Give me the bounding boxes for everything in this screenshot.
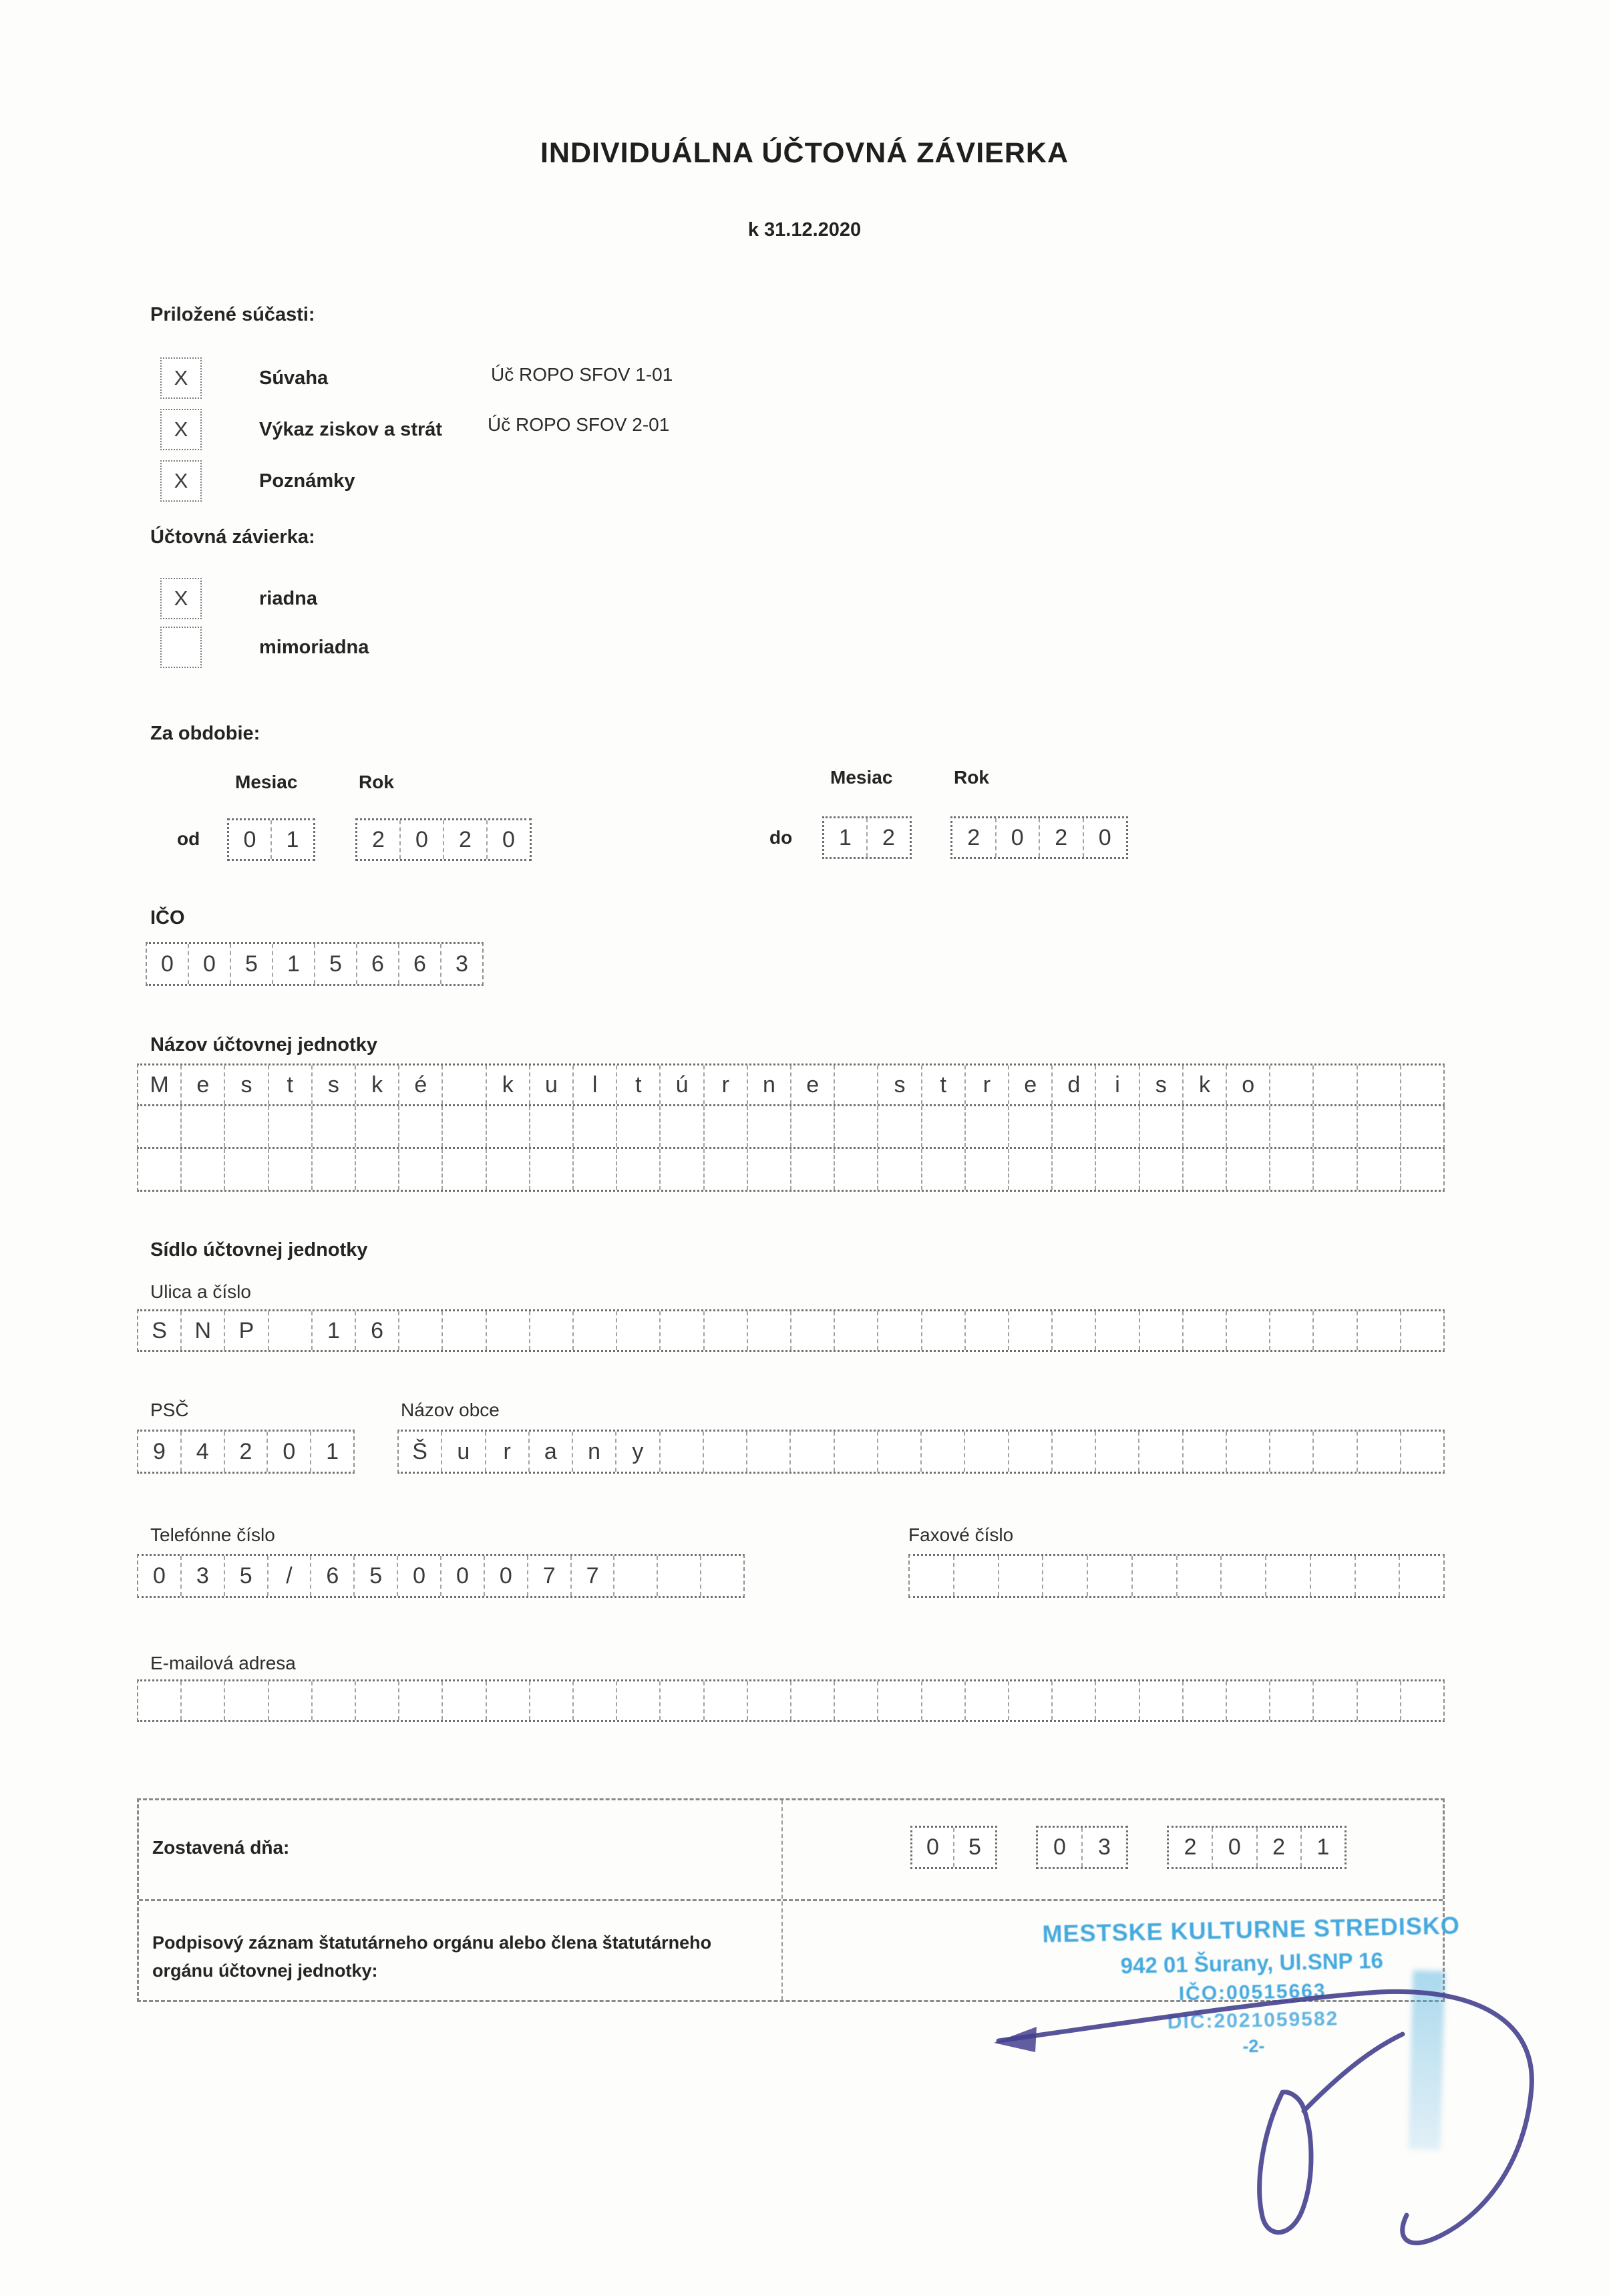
grid-cell bbox=[441, 1065, 485, 1104]
grid-cell bbox=[529, 1106, 572, 1147]
grid-cell: 0 bbox=[1212, 1828, 1256, 1867]
grid-cell bbox=[1269, 1065, 1312, 1104]
grid-cell bbox=[180, 1681, 224, 1720]
grid-cell bbox=[572, 1149, 616, 1190]
grid-cell bbox=[1051, 1106, 1095, 1147]
grid-cell bbox=[1357, 1106, 1400, 1147]
grid-cell bbox=[1226, 1149, 1269, 1190]
grid-cell: 6 bbox=[398, 944, 440, 984]
grid-cell bbox=[1269, 1106, 1312, 1147]
grid-cell bbox=[1400, 1065, 1443, 1104]
grid-cell bbox=[1182, 1432, 1226, 1472]
grid-cell: 0 bbox=[926, 1834, 939, 1860]
grid-cell bbox=[1399, 1556, 1443, 1596]
grid-cell bbox=[1008, 1106, 1051, 1147]
form-date-subtitle: k 31.12.2020 bbox=[747, 219, 862, 240]
compiled-day-grid bbox=[910, 1826, 997, 1869]
grid-cell: t bbox=[616, 1065, 659, 1104]
stamp-address: 942 01 Šurany, Ul.SNP 16 bbox=[1120, 1947, 1384, 1979]
grid-cell: 0 bbox=[1053, 1834, 1066, 1860]
label-riadna: riadna bbox=[259, 588, 318, 609]
to-label: do bbox=[769, 827, 793, 848]
period-heading: Za obdobie: bbox=[150, 723, 260, 744]
grid-cell: 3 bbox=[440, 944, 482, 984]
grid-cell bbox=[877, 1311, 920, 1350]
grid-cell bbox=[1269, 1681, 1312, 1720]
checkbox-vykaz: X bbox=[160, 409, 202, 450]
grid-cell: n bbox=[572, 1432, 615, 1472]
grid-cell bbox=[441, 1149, 485, 1190]
grid-cell: 0 bbox=[397, 1556, 440, 1596]
grid-cell bbox=[747, 1106, 790, 1147]
grid-cell bbox=[964, 1311, 1008, 1350]
grid-cell bbox=[703, 1681, 747, 1720]
grid-cell bbox=[1269, 1311, 1312, 1350]
grid-cell: M bbox=[150, 1072, 169, 1098]
grid-cell bbox=[616, 1311, 659, 1350]
grid-cell bbox=[1357, 1149, 1400, 1190]
from-month-label: Mesiac bbox=[235, 772, 298, 792]
grid-cell bbox=[1226, 1681, 1269, 1720]
grid-cell bbox=[268, 1106, 311, 1147]
grid-cell: u bbox=[441, 1432, 484, 1472]
grid-cell: i bbox=[1095, 1065, 1138, 1104]
grid-cell bbox=[398, 1106, 441, 1147]
grid-cell bbox=[921, 1149, 964, 1190]
grid-cell: k bbox=[355, 1065, 398, 1104]
grid-cell bbox=[921, 1311, 964, 1350]
grid-cell bbox=[1095, 1681, 1138, 1720]
label-poznamky: Poznámky bbox=[259, 470, 355, 492]
grid-cell bbox=[703, 1311, 747, 1350]
grid-cell bbox=[877, 1106, 920, 1147]
grid-cell bbox=[441, 1106, 485, 1147]
grid-cell bbox=[572, 1311, 616, 1350]
grid-cell bbox=[1357, 1432, 1400, 1472]
footer-row-divider bbox=[139, 1899, 1443, 1901]
grid-cell bbox=[659, 1681, 703, 1720]
grid-cell: 5 bbox=[953, 1828, 995, 1867]
grid-cell bbox=[657, 1556, 700, 1596]
grid-cell bbox=[1008, 1681, 1051, 1720]
ico-label: IČO bbox=[150, 907, 185, 929]
closing-type-heading: Účtovná závierka: bbox=[150, 526, 315, 548]
grid-cell bbox=[746, 1432, 789, 1472]
grid-cell bbox=[529, 1311, 572, 1350]
grid-cell bbox=[953, 1556, 998, 1596]
grid-cell: P bbox=[224, 1311, 267, 1350]
grid-cell bbox=[1400, 1106, 1443, 1147]
grid-cell bbox=[1312, 1106, 1356, 1147]
grid-cell bbox=[1008, 1149, 1051, 1190]
grid-cell bbox=[1355, 1556, 1399, 1596]
grid-cell bbox=[1312, 1065, 1356, 1104]
grid-cell bbox=[616, 1681, 659, 1720]
footer-column-divider bbox=[781, 1800, 783, 2000]
grid-cell bbox=[921, 1681, 964, 1720]
grid-cell: 1 bbox=[271, 820, 313, 859]
grid-cell: 7 bbox=[527, 1556, 570, 1596]
grid-cell bbox=[1176, 1556, 1221, 1596]
grid-cell: e bbox=[1008, 1065, 1051, 1104]
grid-cell bbox=[1131, 1556, 1176, 1596]
grid-cell bbox=[1312, 1681, 1356, 1720]
grid-cell bbox=[1139, 1106, 1182, 1147]
grid-cell bbox=[834, 1106, 877, 1147]
grid-cell bbox=[1400, 1681, 1443, 1720]
grid-cell bbox=[441, 1681, 485, 1720]
grid-cell bbox=[138, 1106, 180, 1147]
grid-cell: s bbox=[877, 1065, 920, 1104]
grid-cell bbox=[747, 1311, 790, 1350]
grid-cell: 0 bbox=[266, 1432, 310, 1472]
grid-cell: 2 bbox=[866, 818, 910, 857]
code-suvaha: Úč ROPO SFOV 1-01 bbox=[491, 364, 673, 385]
grid-cell: r bbox=[964, 1065, 1008, 1104]
signature-record-label: Podpisový záznam štatutárneho orgánu alebo člena štatutárneho orgánu účtovnej jednotky: bbox=[152, 1933, 712, 1981]
grid-cell: ú bbox=[659, 1065, 703, 1104]
grid-cell bbox=[268, 1311, 311, 1350]
grid-cell: 0 bbox=[399, 820, 443, 859]
grid-cell: 1 bbox=[310, 1432, 353, 1472]
grid-cell bbox=[138, 1681, 180, 1720]
grid-cell bbox=[398, 1311, 441, 1350]
grid-cell: 3 bbox=[1081, 1828, 1126, 1867]
grid-cell bbox=[790, 1311, 834, 1350]
grid-cell: 3 bbox=[180, 1556, 224, 1596]
grid-cell: 0 bbox=[188, 944, 230, 984]
grid-cell: 0 bbox=[440, 1556, 484, 1596]
grid-cell bbox=[616, 1149, 659, 1190]
label-suvaha: Súvaha bbox=[259, 367, 329, 389]
grid-cell: t bbox=[921, 1065, 964, 1104]
grid-cell bbox=[311, 1681, 355, 1720]
grid-cell bbox=[1312, 1432, 1356, 1472]
label-vykaz: Výkaz ziskov a strát bbox=[259, 419, 443, 440]
entity-name-grid-row1 bbox=[137, 1063, 1445, 1106]
grid-cell bbox=[790, 1149, 834, 1190]
grid-cell bbox=[659, 1432, 703, 1472]
grid-cell bbox=[1310, 1556, 1355, 1596]
grid-cell: s bbox=[1139, 1065, 1182, 1104]
grid-cell bbox=[703, 1149, 747, 1190]
form-title: INDIVIDUÁLNA ÚČTOVNÁ ZÁVIERKA bbox=[540, 137, 1069, 169]
grid-cell: 4 bbox=[180, 1432, 224, 1472]
grid-cell: o bbox=[1226, 1065, 1269, 1104]
grid-cell bbox=[224, 1149, 267, 1190]
from-label: od bbox=[177, 828, 200, 849]
grid-cell: 1 bbox=[1300, 1828, 1345, 1867]
grid-cell bbox=[616, 1106, 659, 1147]
grid-cell bbox=[224, 1106, 267, 1147]
grid-cell bbox=[355, 1149, 398, 1190]
grid-cell: s bbox=[311, 1065, 355, 1104]
grid-cell bbox=[398, 1149, 441, 1190]
grid-cell bbox=[529, 1681, 572, 1720]
grid-cell: s bbox=[224, 1065, 267, 1104]
grid-cell bbox=[659, 1149, 703, 1190]
grid-cell bbox=[747, 1681, 790, 1720]
grid-cell bbox=[921, 1106, 964, 1147]
grid-cell bbox=[572, 1681, 616, 1720]
grid-cell bbox=[1095, 1106, 1138, 1147]
street-grid bbox=[137, 1309, 1445, 1352]
grid-cell bbox=[1357, 1311, 1400, 1350]
grid-cell: Š bbox=[412, 1438, 427, 1464]
grid-cell bbox=[834, 1432, 877, 1472]
grid-cell: y bbox=[615, 1432, 659, 1472]
handwritten-signature bbox=[935, 1951, 1563, 2265]
grid-cell bbox=[1087, 1556, 1131, 1596]
grid-cell: 2 bbox=[1184, 1834, 1197, 1860]
fax-label: Faxové číslo bbox=[908, 1524, 1014, 1545]
to-month-label: Mesiac bbox=[830, 767, 893, 788]
grid-cell bbox=[268, 1681, 311, 1720]
grid-cell bbox=[355, 1106, 398, 1147]
grid-cell bbox=[1357, 1681, 1400, 1720]
grid-cell bbox=[1138, 1432, 1182, 1472]
grid-cell bbox=[180, 1106, 224, 1147]
grid-cell bbox=[1095, 1432, 1138, 1472]
stamp-number: -2- bbox=[1242, 2035, 1265, 2057]
grid-cell: 1 bbox=[311, 1311, 355, 1350]
grid-cell bbox=[1226, 1106, 1269, 1147]
attached-parts-heading: Priložené súčasti: bbox=[150, 304, 315, 325]
grid-cell: 5 bbox=[353, 1556, 397, 1596]
grid-cell bbox=[1265, 1556, 1310, 1596]
to-year-grid bbox=[950, 816, 1128, 859]
grid-cell bbox=[834, 1149, 877, 1190]
compiled-date-label: Zostavená dňa: bbox=[152, 1837, 290, 1858]
grid-cell bbox=[1182, 1149, 1226, 1190]
grid-cell bbox=[964, 1149, 1008, 1190]
grid-cell bbox=[355, 1681, 398, 1720]
grid-cell bbox=[834, 1311, 877, 1350]
grid-cell: 2 bbox=[967, 824, 980, 850]
grid-cell bbox=[1095, 1311, 1138, 1350]
grid-cell bbox=[613, 1556, 657, 1596]
grid-cell bbox=[877, 1681, 920, 1720]
grid-cell: / bbox=[267, 1556, 311, 1596]
grid-cell: 6 bbox=[310, 1556, 353, 1596]
grid-cell bbox=[1400, 1311, 1443, 1350]
grid-cell: é bbox=[398, 1065, 441, 1104]
grid-cell: 2 bbox=[372, 826, 385, 852]
grid-cell: 5 bbox=[224, 1556, 267, 1596]
checkbox-suvaha: X bbox=[160, 357, 202, 399]
grid-cell bbox=[747, 1149, 790, 1190]
grid-cell bbox=[1139, 1149, 1182, 1190]
grid-cell bbox=[1312, 1311, 1356, 1350]
label-mimoriadna: mimoriadna bbox=[259, 637, 369, 658]
grid-cell bbox=[964, 1106, 1008, 1147]
grid-cell: 0 bbox=[484, 1556, 527, 1596]
from-month-grid bbox=[227, 818, 315, 861]
grid-cell bbox=[486, 1311, 529, 1350]
ico-grid bbox=[146, 942, 484, 986]
grid-cell: 5 bbox=[230, 944, 272, 984]
phone-label: Telefónne číslo bbox=[150, 1524, 275, 1545]
grid-cell bbox=[659, 1106, 703, 1147]
grid-cell: r bbox=[703, 1065, 747, 1104]
to-year-label: Rok bbox=[954, 767, 989, 788]
grid-cell: k bbox=[1182, 1065, 1226, 1104]
grid-cell bbox=[1051, 1681, 1095, 1720]
grid-cell bbox=[1051, 1311, 1095, 1350]
grid-cell bbox=[398, 1681, 441, 1720]
grid-cell: u bbox=[529, 1065, 572, 1104]
grid-cell bbox=[1269, 1149, 1312, 1190]
grid-cell: 1 bbox=[839, 824, 852, 850]
grid-cell bbox=[486, 1149, 529, 1190]
grid-cell: 1 bbox=[272, 944, 314, 984]
fax-grid bbox=[908, 1554, 1445, 1598]
grid-cell bbox=[877, 1149, 920, 1190]
grid-cell: 0 bbox=[486, 820, 530, 859]
to-month-grid bbox=[822, 816, 912, 859]
grid-cell: 6 bbox=[355, 1311, 398, 1350]
grid-cell bbox=[486, 1681, 529, 1720]
email-label: E-mailová adresa bbox=[150, 1653, 296, 1673]
grid-cell bbox=[703, 1106, 747, 1147]
grid-cell bbox=[703, 1432, 746, 1472]
from-year-grid bbox=[355, 818, 532, 861]
street-label: Ulica a číslo bbox=[150, 1281, 251, 1302]
grid-cell bbox=[529, 1149, 572, 1190]
grid-cell bbox=[1042, 1556, 1087, 1596]
stamp-ico: IČO:00515663 bbox=[1178, 1979, 1326, 2005]
grid-cell bbox=[1182, 1106, 1226, 1147]
stamp-company-name: MESTSKE KULTURNE STREDISKO bbox=[1042, 1911, 1461, 1948]
email-grid bbox=[137, 1679, 1445, 1722]
grid-cell bbox=[998, 1556, 1043, 1596]
grid-cell bbox=[964, 1681, 1008, 1720]
grid-cell bbox=[1182, 1681, 1226, 1720]
grid-cell bbox=[790, 1681, 834, 1720]
grid-cell: r bbox=[485, 1432, 528, 1472]
grid-cell bbox=[486, 1106, 529, 1147]
grid-cell: 2 bbox=[443, 820, 486, 859]
grid-cell: 7 bbox=[570, 1556, 614, 1596]
grid-cell bbox=[1008, 1432, 1051, 1472]
grid-cell bbox=[1051, 1432, 1095, 1472]
grid-cell bbox=[1269, 1432, 1312, 1472]
grid-cell: 2 bbox=[1256, 1828, 1300, 1867]
zip-grid bbox=[137, 1430, 355, 1474]
grid-cell bbox=[311, 1149, 355, 1190]
grid-cell bbox=[877, 1432, 920, 1472]
grid-cell: 0 bbox=[995, 818, 1039, 857]
grid-cell: 6 bbox=[356, 944, 398, 984]
grid-cell bbox=[180, 1149, 224, 1190]
zip-label: PSČ bbox=[150, 1400, 189, 1420]
grid-cell: S bbox=[152, 1317, 167, 1343]
grid-cell bbox=[1400, 1149, 1443, 1190]
grid-cell bbox=[790, 1106, 834, 1147]
checkbox-poznamky: X bbox=[160, 460, 202, 502]
entity-name-grid-row3 bbox=[137, 1149, 1445, 1192]
grid-cell bbox=[224, 1681, 267, 1720]
compiled-year-grid bbox=[1167, 1826, 1347, 1869]
grid-cell: 5 bbox=[314, 944, 356, 984]
grid-cell bbox=[1008, 1311, 1051, 1350]
grid-cell bbox=[1095, 1149, 1138, 1190]
grid-cell bbox=[1139, 1311, 1182, 1350]
entity-name-grid-row2 bbox=[137, 1106, 1445, 1149]
grid-cell bbox=[1182, 1311, 1226, 1350]
grid-cell bbox=[834, 1681, 877, 1720]
grid-cell: n bbox=[747, 1065, 790, 1104]
grid-cell bbox=[789, 1432, 833, 1472]
compiled-month-grid bbox=[1036, 1826, 1128, 1869]
grid-cell: 0 bbox=[1083, 818, 1127, 857]
grid-cell: l bbox=[572, 1065, 616, 1104]
grid-cell bbox=[311, 1106, 355, 1147]
grid-cell: 0 bbox=[161, 951, 174, 977]
grid-cell bbox=[572, 1106, 616, 1147]
grid-cell bbox=[1051, 1149, 1095, 1190]
grid-cell bbox=[268, 1149, 311, 1190]
grid-cell bbox=[1226, 1432, 1269, 1472]
phone-grid bbox=[137, 1554, 745, 1598]
grid-cell: 2 bbox=[224, 1432, 267, 1472]
grid-cell: t bbox=[268, 1065, 311, 1104]
grid-cell bbox=[700, 1556, 743, 1596]
grid-cell bbox=[1139, 1681, 1182, 1720]
grid-cell bbox=[910, 1556, 953, 1596]
grid-cell bbox=[1220, 1556, 1265, 1596]
grid-cell: e bbox=[180, 1065, 224, 1104]
grid-cell bbox=[1357, 1065, 1400, 1104]
from-year-label: Rok bbox=[359, 772, 394, 792]
grid-cell bbox=[1400, 1432, 1443, 1472]
grid-cell: 9 bbox=[152, 1438, 166, 1464]
grid-cell: 0 bbox=[152, 1563, 166, 1589]
grid-cell bbox=[659, 1311, 703, 1350]
grid-cell bbox=[834, 1065, 877, 1104]
checkbox-mimoriadna bbox=[160, 627, 202, 668]
city-grid bbox=[397, 1430, 1445, 1474]
grid-cell bbox=[441, 1311, 485, 1350]
code-vykaz: Úč ROPO SFOV 2-01 bbox=[488, 414, 670, 435]
grid-cell bbox=[964, 1432, 1007, 1472]
city-label: Názov obce bbox=[401, 1400, 500, 1420]
grid-cell: a bbox=[528, 1432, 572, 1472]
grid-cell: 2 bbox=[1039, 818, 1083, 857]
grid-cell: k bbox=[486, 1065, 529, 1104]
grid-cell bbox=[1312, 1149, 1356, 1190]
grid-cell: N bbox=[180, 1311, 224, 1350]
grid-cell bbox=[138, 1149, 180, 1190]
entity-name-label: Názov účtovnej jednotky bbox=[150, 1034, 378, 1055]
grid-cell bbox=[920, 1432, 964, 1472]
grid-cell bbox=[1226, 1311, 1269, 1350]
stamp-dic: DIČ:2021059582 bbox=[1167, 2007, 1339, 2033]
address-heading: Sídlo účtovnej jednotky bbox=[150, 1239, 368, 1261]
checkbox-riadna: X bbox=[160, 578, 202, 619]
grid-cell: e bbox=[790, 1065, 834, 1104]
grid-cell: 0 bbox=[243, 826, 256, 852]
grid-cell: d bbox=[1051, 1065, 1095, 1104]
